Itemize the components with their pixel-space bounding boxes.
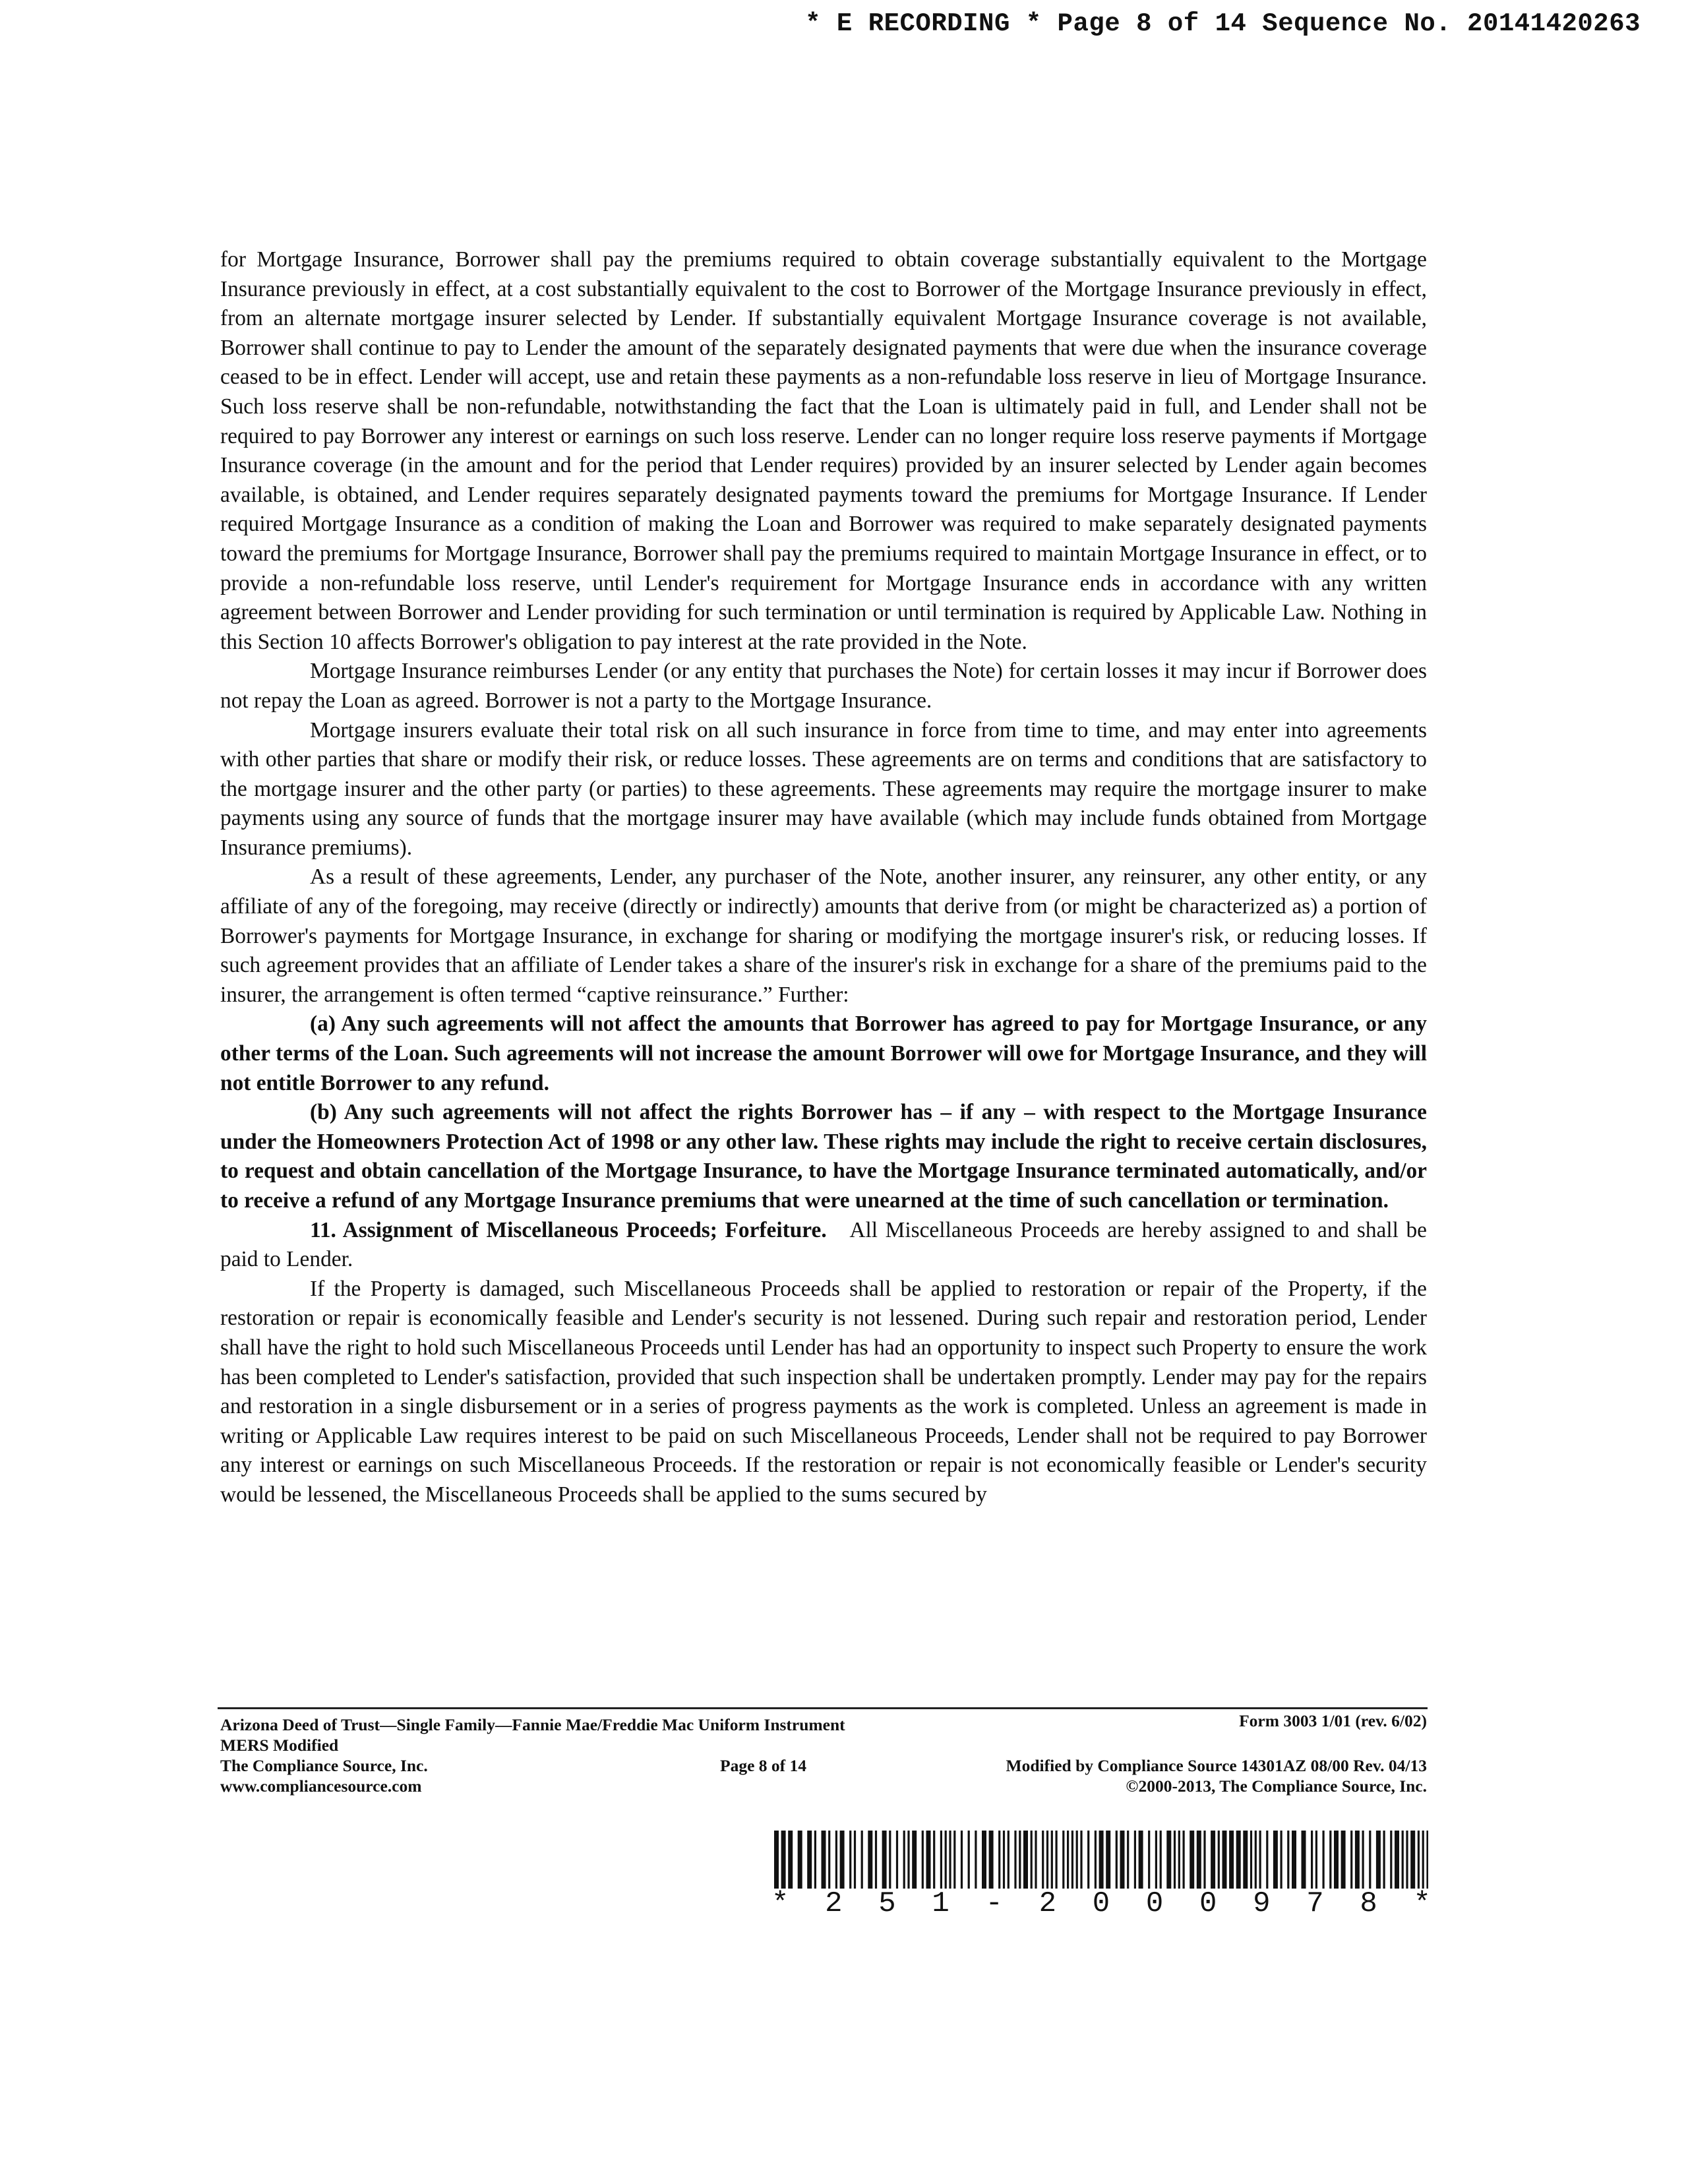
- barcode-bar: [1259, 1831, 1261, 1889]
- barcode-bar: [835, 1831, 837, 1889]
- barcode-bar: [1019, 1831, 1021, 1889]
- barcode-bar: [1148, 1831, 1150, 1889]
- footer-modified: Modified by Compliance Source 14301AZ 08/00 Rev. 04/13: [1006, 1756, 1427, 1775]
- barcode-bar: [1211, 1831, 1215, 1889]
- barcode-char: 0: [1145, 1887, 1164, 1920]
- barcode-bar: [1255, 1831, 1257, 1889]
- barcode-bar: [1120, 1831, 1125, 1889]
- barcode-bar: [889, 1831, 891, 1889]
- barcode-bar: [1003, 1831, 1005, 1889]
- barcode-bar: [1243, 1831, 1248, 1889]
- barcode-bar: [1287, 1831, 1289, 1889]
- section-11-heading: 11. Assignment of Miscellaneous Proceeds; Forfeiture.: [310, 1217, 827, 1242]
- barcode-bar: [1222, 1831, 1227, 1889]
- document-body: [220, 245, 1427, 1510]
- barcode-bar: [868, 1831, 872, 1889]
- barcode-bar: [1067, 1831, 1069, 1889]
- barcode-bar: [1127, 1831, 1129, 1889]
- barcode-bar: [998, 1831, 1000, 1889]
- page-footer: [220, 1711, 1427, 1813]
- footer-page-number: Page 8 of 14: [720, 1756, 807, 1775]
- barcode-bar: [822, 1831, 826, 1889]
- footer-website: www.compliancesource.com: [220, 1776, 422, 1796]
- barcode-bar: [1422, 1831, 1424, 1889]
- barcode-bar: [1099, 1831, 1104, 1889]
- barcode-bar: [1051, 1831, 1053, 1889]
- barcode-char: *: [1413, 1887, 1431, 1920]
- barcode-bar: [814, 1831, 816, 1889]
- barcode-bar: [1095, 1831, 1097, 1889]
- barcode-bar: [1406, 1831, 1408, 1889]
- barcode-bar: [945, 1831, 947, 1889]
- barcode-bar: [1174, 1831, 1176, 1889]
- barcode-bar: [1076, 1831, 1078, 1889]
- barcode-bar: [968, 1831, 970, 1889]
- barcode-bar: [1218, 1831, 1220, 1889]
- footer-copyright: ©2000-2013, The Compliance Source, Inc.: [1126, 1776, 1427, 1796]
- barcode-bar: [849, 1831, 851, 1889]
- barcode-char: 9: [1253, 1887, 1271, 1920]
- barcode-bar: [1056, 1831, 1058, 1889]
- barcode-bar: [1311, 1831, 1313, 1889]
- barcode-bar: [1362, 1831, 1364, 1889]
- barcode-bar: [1155, 1831, 1157, 1889]
- paragraph-property-damaged: If the Property is damaged, such Miscellaneous Proceeds shall be applied to restoration or repair of the Property, if the restoration or repair is economically feasible and Lender's security is not lessened. During such repair and restoration period, Lender shall have the right to hold such Miscellaneous Proceeds until Lender has had an opportunity to inspect such Property to ensure the work has been completed to Lender's satisfaction, provided that such inspection shall be undertaken promptly. Lender may pay for the repairs and restoration in a single disbursement or in a series of progress payments as the work is completed. Unless an agreement is made in writing or Applicable Law requires interest to be paid on such Miscellaneous Proceeds, Lender shall not be required to pay Borrower any interest or earnings on such Miscellaneous Proceeds. If the restoration or repair is not economically feasible or Lender's security would be lessened, the Miscellaneous Proceeds shall be applied to the sums secured by: [220, 1276, 1427, 1507]
- barcode-digits: [771, 1887, 1431, 1920]
- barcode-bar: [1106, 1831, 1110, 1889]
- barcode-bar: [1035, 1831, 1037, 1889]
- barcode-bar: [1046, 1831, 1048, 1889]
- barcode-bar: [1292, 1831, 1296, 1889]
- barcode-bar: [1203, 1831, 1205, 1889]
- recording-header: * E RECORDING * Page 8 of 14 Sequence No. 20141420263: [805, 9, 1641, 38]
- barcode-bar: [912, 1831, 917, 1889]
- barcode-char: 8: [1360, 1887, 1377, 1920]
- barcode-bar: [1023, 1831, 1028, 1889]
- barcode-bar: [1042, 1831, 1044, 1889]
- barcode-bar: [1116, 1831, 1118, 1889]
- barcode-char: 2: [1039, 1887, 1057, 1920]
- barcode-char: 0: [1199, 1887, 1217, 1920]
- barcode-char: 2: [825, 1887, 843, 1920]
- barcode-bar: [1183, 1831, 1185, 1889]
- barcode-bar: [1062, 1831, 1064, 1889]
- barcode-char: 0: [1092, 1887, 1110, 1920]
- barcode-char: 1: [932, 1887, 950, 1920]
- barcode-bar: [926, 1831, 931, 1889]
- barcode-bar: [1329, 1831, 1331, 1889]
- barcode-bar: [1273, 1831, 1278, 1889]
- barcode-bar: [1166, 1831, 1171, 1889]
- barcode-bar: [1418, 1831, 1420, 1889]
- paragraph-mortgage-insurance-reimburses: Mortgage Insurance reimburses Lender (or any entity that purchases the Note) for certain losses it may incur if Borrower does not repay the Loan as agreed. Borrower is not a party to the Mortgage Insurance.: [220, 659, 1427, 713]
- barcode-bar: [907, 1831, 909, 1889]
- clause-a: (a) Any such agreements will not affect the amounts that Borrower has agreed to pay for Mortgage Insurance, or any other terms of the Loan. Such agreements will not increase the amount Borrower will owe for Mortgage Insurance, and they will not entitle Borrower to any refund.: [220, 1012, 1427, 1095]
- barcode-bar: [1071, 1831, 1073, 1889]
- paragraph-result-of-agreements: As a result of these agreements, Lender, any purchaser of the Note, another insurer, any reinsurer, any other entity, or any affiliate of any of the foregoing, may receive (directly or indirectly) amounts that derive from (or might be characterized as) a portion of Borrower's payments for Mortgage Insurance, in exchange for sharing or modifying the mortgage insurer's risk, or reducing losses. If such agreement provides that an affiliate of Lender takes a share of the insurer's risk in exchange for a share of the premiums paid to the insurer, the arrangement is often termed “captive reinsurance.” Further:: [220, 864, 1427, 1007]
- barcode-bar: [1334, 1831, 1339, 1889]
- barcode-bar: [1250, 1831, 1252, 1889]
- paragraph-mortgage-insurance-continued: for Mortgage Insurance, Borrower shall pay the premiums required to obtain coverage substantially equivalent to the Mortgage Insurance previously in effect, at a cost substantially equivalent to the cost to Borrower of the Mortgage Insurance previously in effect, from an alternate mortgage insurer selected by Lender. If substantially equivalent Mortgage Insurance coverage is not available, Borrower shall continue to pay to Lender the amount of the separately designated payments that were due when the insurance coverage ceased to be in effect. Lender will accept, use and retain these payments as a non-refundable loss reserve in lieu of Mortgage Insurance. Such loss reserve shall be non-refundable, notwithstanding the fact that the Loan is ultimately paid in full, and Lender shall not be required to pay Borrower any interest or earnings on such loss reserve. Lender can no longer require loss reserve payments if Mortgage Insurance coverage (in the amount and for the period that Lender requires) provided by an insurer selected by Lender again becomes available, is obtained, and Lender requires separately designated payments toward the premiums for Mortgage Insurance. If Lender required Mortgage Insurance as a condition of making the Loan and Borrower was required to make separately designated payments toward the premiums for Mortgage Insurance, Borrower shall pay the premiums required to maintain Mortgage Insurance in effect, or to provide a non-refundable loss reserve, until Lender's requirement for Mortgage Insurance ends in accordance with any written agreement between Borrower and Lender providing for such termination or until termination is required by Applicable Law. Nothing in this Section 10 affects Borrower's obligation to pay interest at the rate provided in the Note.: [220, 247, 1427, 654]
- barcode-bar: [1383, 1831, 1385, 1889]
- footer-company: The Compliance Source, Inc.: [220, 1756, 428, 1775]
- footer-form-number: Form 3003 1/01 (rev. 6/02): [1239, 1711, 1427, 1730]
- barcode-bar: [1031, 1831, 1033, 1889]
- footer-mers: MERS Modified: [220, 1736, 339, 1755]
- barcode-bar: [1014, 1831, 1016, 1889]
- barcode-bar: [781, 1831, 786, 1889]
- barcode-bar: [933, 1831, 935, 1889]
- barcode-bar: [1410, 1831, 1415, 1889]
- paragraph-mortgage-insurers-evaluate: Mortgage insurers evaluate their total risk on all such insurance in force from time to time, and may enter into agreements with other parties that share or modify their risk, or reduce losses. These agreements are on terms and conditions that are satisfactory to the mortgage insurer and the other party (or parties) to these agreements. These agreements may require the mortgage insurer to make payments using any source of funds that the mortgage insurer may have available (which may include funds obtained from Mortgage Insurance premiums).: [220, 717, 1427, 860]
- clause-b: (b) Any such agreements will not affect the rights Borrower has – if any – with respect to the Mortgage Insurance under the Homeowners Protection Act of 1998 or any other law. These rights may include the right to receive certain disclosures, to request and obtain cancellation of the Mortgage Insurance, to have the Mortgage Insurance terminated automatically, and/or to receive a refund of any Mortgage Insurance premiums that were unearned at the time of such cancellation or termination.: [220, 1100, 1427, 1213]
- footer-divider: [218, 1707, 1428, 1709]
- barcode-bar: [1087, 1831, 1089, 1889]
- barcode-bar: [1350, 1831, 1352, 1889]
- barcode-bar: [1229, 1831, 1234, 1889]
- barcode-bar: [1395, 1831, 1399, 1889]
- barcode-bar: [1281, 1831, 1282, 1889]
- barcode-bar: [975, 1831, 977, 1889]
- barcode-bar: [788, 1831, 793, 1889]
- barcode-bar: [854, 1831, 856, 1889]
- barcode-bar: [1390, 1831, 1392, 1889]
- barcode-bar: [1426, 1831, 1428, 1889]
- barcode-bar: [896, 1831, 898, 1889]
- barcode-bar: [840, 1831, 845, 1889]
- barcode-bar: [1160, 1831, 1162, 1889]
- barcode-char: *: [771, 1887, 789, 1920]
- barcode-bar: [922, 1831, 924, 1889]
- barcode-bar: [798, 1831, 802, 1889]
- barcode-bar: [1266, 1831, 1268, 1889]
- barcode-bar: [953, 1831, 955, 1889]
- barcode-bar: [961, 1831, 963, 1889]
- barcode-bar: [1139, 1831, 1143, 1889]
- barcode-bar: [1315, 1831, 1317, 1889]
- footer-instrument: Arizona Deed of Trust—Single Family—Fannie Mae/Freddie Mac Uniform Instrument: [220, 1715, 845, 1734]
- barcode-bar: [989, 1831, 994, 1889]
- barcode-char: 5: [878, 1887, 896, 1920]
- barcode-bar: [807, 1831, 812, 1889]
- section-11: [220, 1216, 1427, 1275]
- barcode-bar: [1178, 1831, 1180, 1889]
- barcode-bar: [940, 1831, 942, 1889]
- barcode-bar: [1197, 1831, 1201, 1889]
- barcode-bar: [1355, 1831, 1360, 1889]
- barcode-bar: [1190, 1831, 1194, 1889]
- barcode-bar: [882, 1831, 887, 1889]
- barcode-bar: [1080, 1831, 1082, 1889]
- barcode-bar: [774, 1831, 779, 1889]
- barcode-bar: [1302, 1831, 1306, 1889]
- barcode-bar: [1369, 1831, 1371, 1889]
- barcode-bar: [828, 1831, 830, 1889]
- barcode-char: 7: [1306, 1887, 1324, 1920]
- barcode-bar: [875, 1831, 877, 1889]
- barcode-bar: [861, 1831, 863, 1889]
- barcode-bar: [1323, 1831, 1325, 1889]
- barcode-bar: [1134, 1831, 1136, 1889]
- barcode-char: -: [985, 1887, 1003, 1920]
- barcode-bar: [949, 1831, 951, 1889]
- barcode: [771, 1831, 1431, 1889]
- barcode-bar: [1008, 1831, 1010, 1889]
- barcode-bar: [1236, 1831, 1241, 1889]
- barcode-bar: [903, 1831, 905, 1889]
- barcode-bar: [1341, 1831, 1346, 1889]
- barcode-bar: [1376, 1831, 1381, 1889]
- barcode-bar: [982, 1831, 986, 1889]
- section-11-text: All Miscellaneous Proceeds are hereby assigned to and shall be paid to Lender.: [220, 1217, 1427, 1272]
- barcode-bar: [1402, 1831, 1404, 1889]
